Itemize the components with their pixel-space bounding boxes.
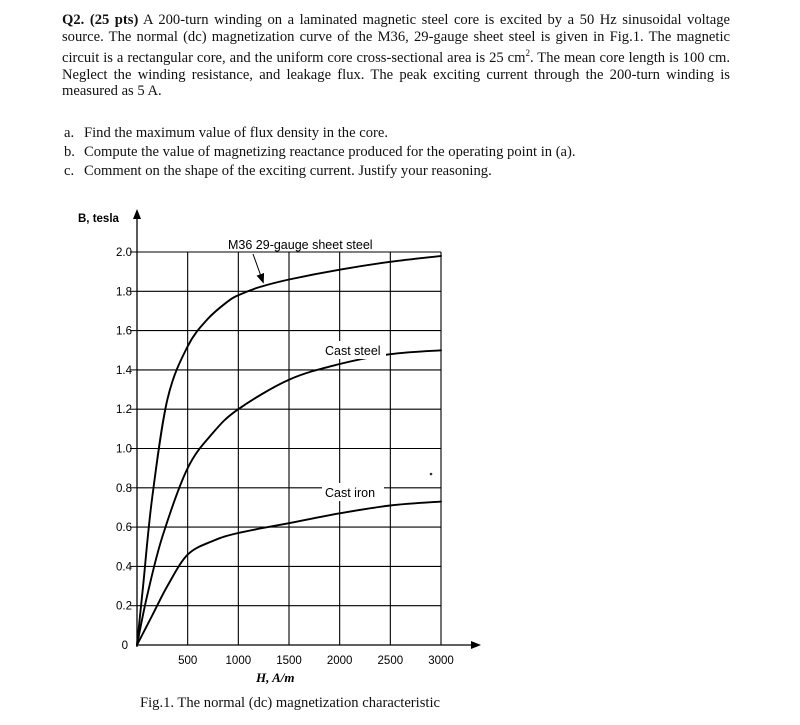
x-tick-label: 3000 [428,655,454,667]
part-letter: b. [64,143,75,160]
y-tick-label: 2.0 [116,247,132,259]
y-axis-label: B, tesla [78,213,119,225]
part-letter: a. [64,125,75,141]
x-tick-label: 1500 [276,655,302,667]
y-tick-label: 1.8 [116,286,132,299]
y-tick-label: 0.8 [116,482,132,495]
y-tick-label: 0 [121,640,128,652]
part-text: Comment on the shape of the exciting current. Justify your reasoning. [84,162,492,179]
tick-labels [116,247,454,667]
y-tick-label: 0.6 [116,522,132,535]
x-tick-label: 2000 [326,655,353,667]
grid [130,252,441,645]
part-text: Compute the value of magnetizing reactance produced for the operating point in (a). [84,143,576,160]
x-tick-label: 1000 [225,655,252,667]
x-tick-label: 500 [178,655,198,667]
x-tick-label: 2500 [377,655,404,667]
question-body-end: . The mean core length is 100 cm. Neglect the winding resistance, and leakage flux. The peak exciting current through the 200-turn winding is measured as 5 A. [62,50,731,100]
y-tick-label: 1.6 [116,325,132,338]
question-number: Q2. [62,12,85,28]
series-pointer-m36 [253,254,262,279]
y-tick-label: 0.2 [116,600,132,613]
question-body-start: A 200-turn winding on a laminated magnetic steel core is excited by a 50 Hz sinusoidal voltage source. The normal (dc) magnetization curve of the M36, 29-gauge sheet steel is given in Fig.1. The magnetic circuit is a rectangular core, and the uniform core cross-sectional area is 25 cm [62,12,730,67]
question-points: (25 pts) [89,12,139,28]
part-letter: c. [64,162,75,179]
figure-caption: Fig.1. The normal (dc) magnetization characteristic [139,695,440,711]
x-axis-label: H, A/m [256,670,295,685]
y-tick-label: 1.4 [116,364,132,377]
y-tick-label: 1.0 [116,443,132,456]
series-label-cast-steel: Cast steel [325,344,381,358]
y-tick-label: 0.4 [116,561,132,574]
part-text: Find the maximum value of flux density in the core. [84,125,388,141]
series-label-cast-iron: Cast iron [325,486,376,500]
stray-mark-dot [430,473,433,476]
series-label-m36: M36 29-gauge sheet steel [228,238,373,252]
unit-superscript: 2 [525,48,530,59]
y-tick-label: 1.2 [116,404,132,417]
